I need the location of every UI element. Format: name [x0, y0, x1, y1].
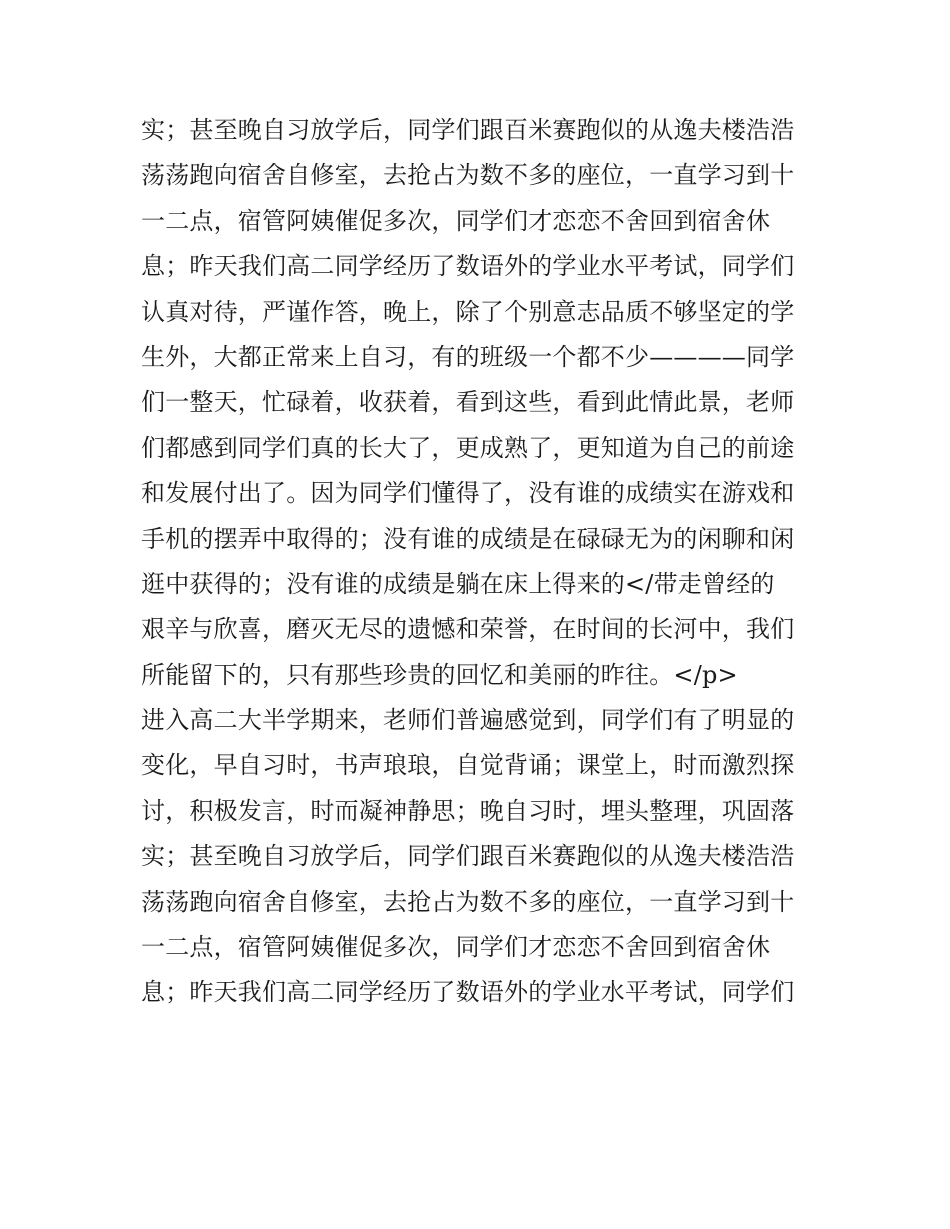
text-line: 一二点，宿管阿姨催促多次，同学们才恋恋不舍回到宿舍休: [141, 206, 771, 235]
text-line: 进入高二大半学期来，老师们普遍感觉到，同学们有了明显的: [141, 706, 795, 735]
text-line: 们一整天，忙碌着，收获着，看到这些，看到此情此景，老师: [141, 388, 795, 417]
text-line: 逛中获得的；没有谁的成绩是躺在床上得来的</带走曾经的: [141, 569, 775, 598]
text-line: 讨，积极发言，时而凝神静思；晚自习时，埋头整理，巩固落: [141, 796, 795, 825]
text-line: 实；甚至晚自习放学后，同学们跟百米赛跑似的从逸夫楼浩浩: [141, 842, 795, 871]
text-line: 变化，早自习时，书声琅琅，自觉背诵；课堂上，时而激烈探: [141, 751, 795, 780]
text-line: 所能留下的，只有那些珍贵的回忆和美丽的昨往。</p>: [141, 660, 738, 689]
text-line: 艰辛与欣喜，磨灭无尽的遗憾和荣誉，在时间的长河中，我们: [141, 615, 795, 644]
text-line: 认真对待，严谨作答，晚上，除了个别意志品质不够坚定的学: [141, 297, 795, 326]
text-line: 荡荡跑向宿舍自修室，去抢占为数不多的座位，一直学习到十: [141, 161, 795, 190]
text-line: 荡荡跑向宿舍自修室，去抢占为数不多的座位，一直学习到十: [141, 887, 795, 916]
text-line: 息；昨天我们高二同学经历了数语外的学业水平考试，同学们: [141, 978, 795, 1007]
text-line: 和发展付出了。因为同学们懂得了，没有谁的成绩实在游戏和: [141, 479, 795, 508]
text-line: 生外，大都正常来上自习，有的班级一个都不少————同学: [141, 342, 795, 371]
text-line: 息；昨天我们高二同学经历了数语外的学业水平考试，同学们: [141, 252, 795, 281]
text-line: 实；甚至晚自习放学后，同学们跟百米赛跑似的从逸夫楼浩浩: [141, 116, 795, 144]
text-line: 们都感到同学们真的长大了，更成熟了，更知道为自己的前途: [141, 433, 795, 462]
text-line: 手机的摆弄中取得的；没有谁的成绩是在碌碌无为的闲聊和闲: [141, 524, 795, 553]
text-line: 一二点，宿管阿姨催促多次，同学们才恋恋不舍回到宿舍休: [141, 933, 771, 962]
body-text: [141, 108, 831, 1016]
